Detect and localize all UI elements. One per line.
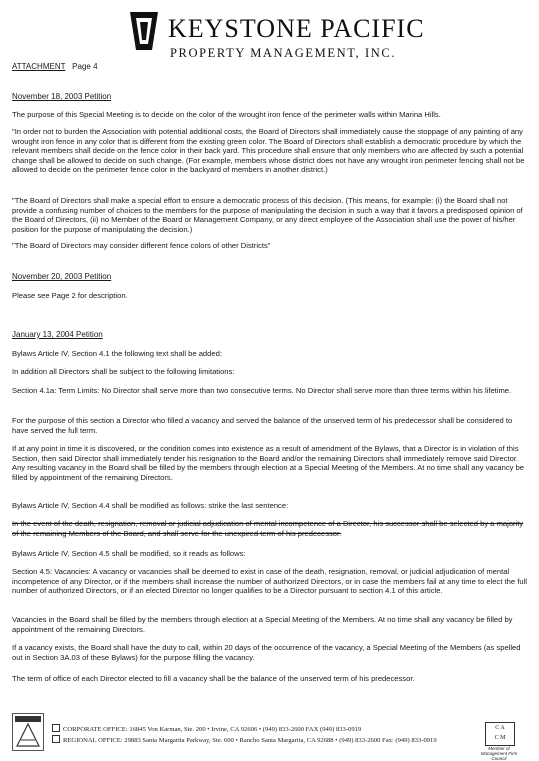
association-seal-icon	[12, 713, 44, 751]
checkbox-square-icon	[52, 735, 60, 743]
struck-paragraph: In the event of the death, resignation, removal or judicial adjudication of mental incompetence of a Director, his successor shall be selected by a majority of the remaining Members of the Board, and shall serve for the unexpired term of his predecessor.	[12, 519, 524, 538]
section-header-nov20: November 20, 2003 Petition	[12, 272, 112, 281]
paragraph: Please see Page 2 for description.	[12, 291, 128, 300]
keystone-logo-icon	[126, 10, 162, 52]
section-header-jan13: January 13, 2004 Petition	[12, 330, 103, 339]
cam-badge	[485, 722, 515, 746]
cam-line-2: C M	[494, 735, 506, 741]
regional-office-text: REGIONAL OFFICE: 29883 Santa Margarita Parkway, Ste. 600 • Rancho Santa Margarita, CA 92688 • (949) 833-2600 Fax: (949) 833-0919	[63, 737, 437, 744]
paragraph: Vacancies in the Board shall be filled by the members through election at a Special Meeting of the Members. At no time shall any vacancy be filled by appointment of the remaining Directors.	[12, 615, 513, 634]
paragraph: Section 4.5: Vacancies: A vacancy or vacancies shall be deemed to exist in case of the death, resignation, removal, or judicial adjudication of mental incompetence of any Director, or if the members shall increase the number of authorized Directors, or in case the members fail at any time to elect the full number of authorized Directors, or if an elected Director no longer qualifies to be a Director pursuant to section 4.1 of this article.	[12, 567, 527, 596]
paragraph: If at any point in time it is discovered, or the condition comes into existence as a result of amendment of the Bylaws, that a Director is in violation of this Section, then said Director shall immediately tender his resignation to the Board and/or the remaining Directors shall immediately remove said Director. Any resulting vacancy in the Board shall be filled by the members through election at a Special Meeting of the Members. At no time shall any vacancy be filled by appointment of the remaining Directors.	[12, 444, 525, 482]
cam-caption: Member of Management Firm Council	[480, 746, 518, 761]
attachment-title: ATTACHMENT	[12, 62, 66, 71]
paragraph: The purpose of this Special Meeting is to decide on the color of the wrought iron fence of the perimeter walls within Marina Hills.	[12, 110, 441, 119]
checkbox-square-icon	[52, 724, 60, 732]
paragraph: Bylaws Article IV, Section 4.1 the following text shall be added:	[12, 349, 222, 358]
paragraph: "The Board of Directors shall make a special effort to ensure a democratic process of this decision. (This means, for example: (i) the Board shall not provide a confusing number of choices to the members for the purpose of manipulating the decision in such a way that it favors a predisposed opinion of the Board of Directors, (ii) no Member of the Board or Management Company, or any direct employee of the Association shall use the power of his/her position for the purpose of manipulating the decision.)	[12, 196, 523, 234]
paragraph: The term of office of each Director elected to fill a vacancy shall be the balance of the unserved term of his predecessor.	[12, 674, 415, 683]
attachment-label	[12, 62, 98, 71]
attachment-page: Page 4	[72, 62, 98, 71]
paragraph: In addition all Directors shall be subject to the following limitations:	[12, 367, 235, 376]
company-name: KEYSTONE PACIFIC	[168, 14, 425, 43]
paragraph: "In order not to burden the Association with potential additional costs, the Board of Directors shall immediately cause the stoppage of any painting of any wrought iron fence in any color that is different from the existing green color. The Board of Directors shall establish a democratic procedure by which the relevant members shall decide on the fence color in their back yard. This procedure shall ensure that only members who are affected by such a potential change shall be allowed to decide on such change. (For example, members whose district does not have any wrought iron perimeter fencing shall not be allowed to decide on the perimeter fence color in the backyard of members in another district.)	[12, 127, 525, 175]
paragraph: Section 4.1a: Term Limits: No Director shall serve more than two consecutive terms. No Director shall serve more than three terms within his lifetime.	[12, 386, 512, 395]
paragraph: Bylaws Article IV, Section 4.5 shall be modified, so it reads as follows:	[12, 549, 246, 558]
corporate-office-address	[52, 724, 361, 733]
paragraph: For the purpose of this section a Director who filled a vacancy and served the balance of the unserved term of his predecessor shall be considered to have served the full term.	[12, 416, 513, 435]
regional-office-address	[52, 735, 437, 744]
company-subtitle: PROPERTY MANAGEMENT, INC.	[170, 46, 397, 60]
paragraph: Bylaws Article IV, Section 4.4 shall be modified as follows: strike the last sentence:	[12, 501, 289, 510]
letterhead	[126, 10, 426, 68]
paragraph: "The Board of Directors may consider different fence colors of other Districts"	[12, 241, 271, 250]
section-header-nov18: November 18, 2003 Petition	[12, 92, 112, 101]
cam-line-1: C A	[495, 725, 505, 731]
corporate-office-text: CORPORATE OFFICE: 16845 Von Karman, Ste. 200 • Irvine, CA 92606 • (949) 833-2600 FAX (949) 833-0919	[63, 726, 362, 733]
paragraph: If a vacancy exists, the Board shall have the duty to call, within 20 days of the occurrence of the vacancy, a Special Meeting of the Members (as spelled out in Section 3A.03 of these Bylaws) for the purpose filling the vacancy.	[12, 643, 521, 662]
